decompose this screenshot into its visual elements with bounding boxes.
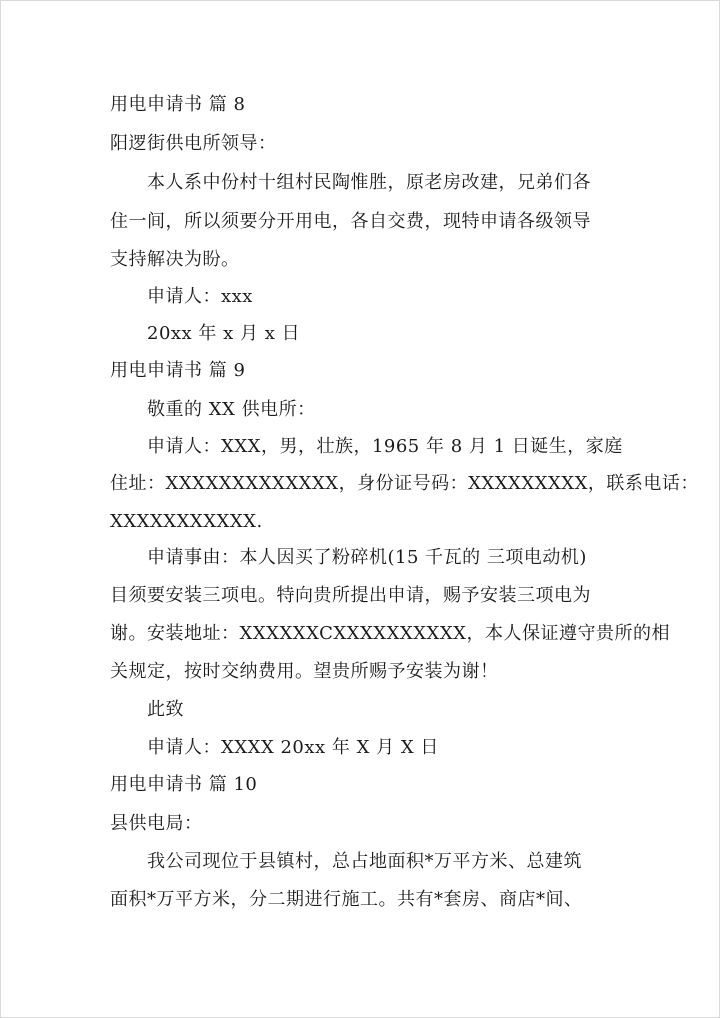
paragraph-line: XXXXXXXXXXX. xyxy=(110,511,263,532)
closing: 此致 xyxy=(147,699,184,720)
paragraph-line: 申请人：XXX，男，壮族，1965 年 8 月 1 日诞生，家庭 xyxy=(147,436,623,457)
section-heading-9: 用电申请书 篇 9 xyxy=(110,360,246,381)
paragraph-line: 目须要安装三项电。特向贵所提出申请，赐予安装三项电为 xyxy=(110,585,591,606)
section-heading-8: 用电申请书 篇 8 xyxy=(110,94,246,115)
paragraph-line: 住址：XXXXXXXXXXXXX，身份证号码：XXXXXXXXX，联系电话： xyxy=(110,473,699,494)
applicant-signature: 申请人：XXXX 20xx 年 X 月 X 日 xyxy=(147,737,439,758)
paragraph-line: 住一间，所以须要分开用电，各自交费，现特申请各级领导 xyxy=(110,211,591,232)
date-line: 20xx 年 x 月 x 日 xyxy=(147,323,301,344)
section-heading-10: 用电申请书 篇 10 xyxy=(110,774,258,795)
paragraph-line: 申请事由：本人因买了粉碎机(15 千瓦的 三项电动机) xyxy=(147,547,587,568)
paragraph-line: 本人系中份村十组村民陶惟胜，原老房改建，兄弟们各 xyxy=(147,172,591,193)
salutation: 阳逻街供电所领导： xyxy=(110,133,277,154)
salutation: 敬重的 XX 供电所： xyxy=(147,399,316,420)
paragraph-line: 面积*万平方米，分二期进行施工。共有*套房、商店*间、 xyxy=(110,889,583,910)
paragraph-line: 谢。安装地址：XXXXXXCXXXXXXXXXX，本人保证遵守贵所的相 xyxy=(110,623,670,644)
salutation: 县供电局： xyxy=(110,813,203,834)
paragraph-line: 关规定，按时交纳费用。望贵所赐予安装为谢！ xyxy=(110,661,499,682)
paragraph-line: 支持解决为盼。 xyxy=(110,249,240,270)
paragraph-line: 我公司现位于县镇村，总占地面积*万平方米、总建筑 xyxy=(147,851,582,872)
applicant-signature: 申请人：xxx xyxy=(147,286,253,307)
